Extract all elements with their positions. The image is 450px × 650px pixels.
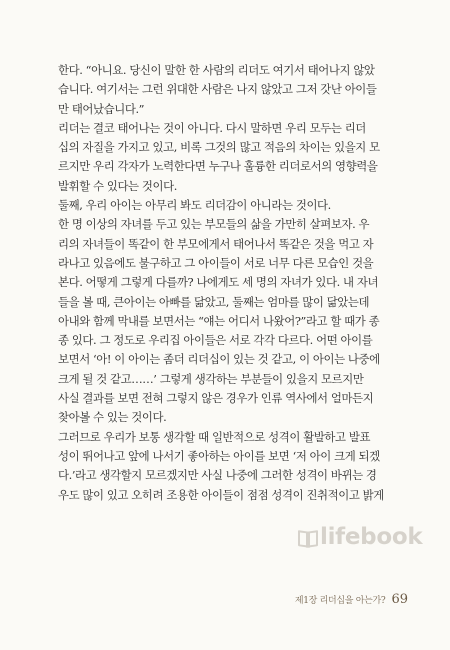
page-number: 69 <box>391 592 408 607</box>
watermark-text: lifebook <box>320 524 423 550</box>
chapter-title: 제1장 리더십을 아는가? <box>294 596 386 606</box>
body-text <box>58 61 408 505</box>
page-footer <box>0 592 408 607</box>
text-line: 들을 볼 때, 큰아이는 아빠를 닮았고, 둘째는 엄마를 많이 닮았는데 <box>58 294 370 309</box>
text-line: 리더는 결코 태어나는 것이 아니다. 다시 말하면 우리 모두는 리더 <box>58 120 366 135</box>
text-line: 다.’라고 생각할지 모르겠지만 사실 나중에 그러한 성격이 바뀌는 경 <box>58 468 377 483</box>
text-line: 종 있다. 그 정도로 우리집 아이들은 서로 각각 다르다. 어떤 아이를 <box>58 333 373 348</box>
text-line: 성이 뛰어나고 앞에 나서기 좋아하는 아이를 보면 ‘저 아이 크게 되겠 <box>58 448 380 463</box>
text-line: 라나고 있음에도 불구하고 그 아이들이 서로 너무 다른 모습인 것을 <box>58 255 374 270</box>
text-line: 십의 자질을 가지고 있고, 비록 그것의 많고 적음의 차이는 있을지 모 <box>58 140 380 155</box>
text-line: 찾아볼 수 있는 것이다. <box>58 410 167 425</box>
text-line: 그러므로 우리가 보통 생각할 때 일반적으로 성격이 활발하고 발표 <box>58 429 371 444</box>
text-line: 크게 될 것 같고……’ 그렇게 생각하는 부분들이 있을지 모르지만 <box>58 371 364 386</box>
text-line: 한 명 이상의 자녀를 두고 있는 부모들의 삶을 가만히 살펴보자. 우 <box>58 217 370 232</box>
text-line: 우도 많이 있고 오히려 조용한 아이들이 점점 성격이 진취적이고 밝게 <box>58 487 384 502</box>
text-line: 본다. 어떻게 그렇게 다를까? 나에게도 세 명의 자녀가 있다. 내 자녀 <box>58 275 379 290</box>
watermark <box>298 524 422 550</box>
text-line: 습니다. 여기서는 그런 위대한 사람은 나지 않았고 그저 갓난 아이들 <box>58 82 377 97</box>
open-book-icon <box>298 530 316 544</box>
text-line: 사실 결과를 보면 전혀 그렇지 않은 경우가 인류 역사에서 얼마든지 <box>58 391 374 406</box>
text-line: 보면서 ‘아! 이 아이는 좀더 리더십이 있는 것 같고, 이 아이는 나중에 <box>58 352 380 367</box>
text-line: 르지만 우리 각자가 노력한다면 누구나 훌륭한 리더로서의 영향력을 <box>58 159 378 174</box>
text-line: 발휘할 수 있다는 것이다. <box>58 178 177 193</box>
text-line: 아내와 함께 막내를 보면서는 “얘는 어디서 나왔어?”라고 할 때가 종 <box>58 313 380 328</box>
text-line: 리의 자녀들이 똑같이 한 부모에게서 태어나서 똑같은 것을 먹고 자 <box>58 236 374 251</box>
text-line: 한다. “아니요. 당신이 말한 한 사람의 리더도 여기서 태어나지 않았 <box>58 63 375 77</box>
text-line: 둘째, 우리 아이는 아무리 봐도 리더감이 아니라는 것이다. <box>58 198 331 213</box>
text-line: 만 태어났습니다.” <box>58 101 145 116</box>
